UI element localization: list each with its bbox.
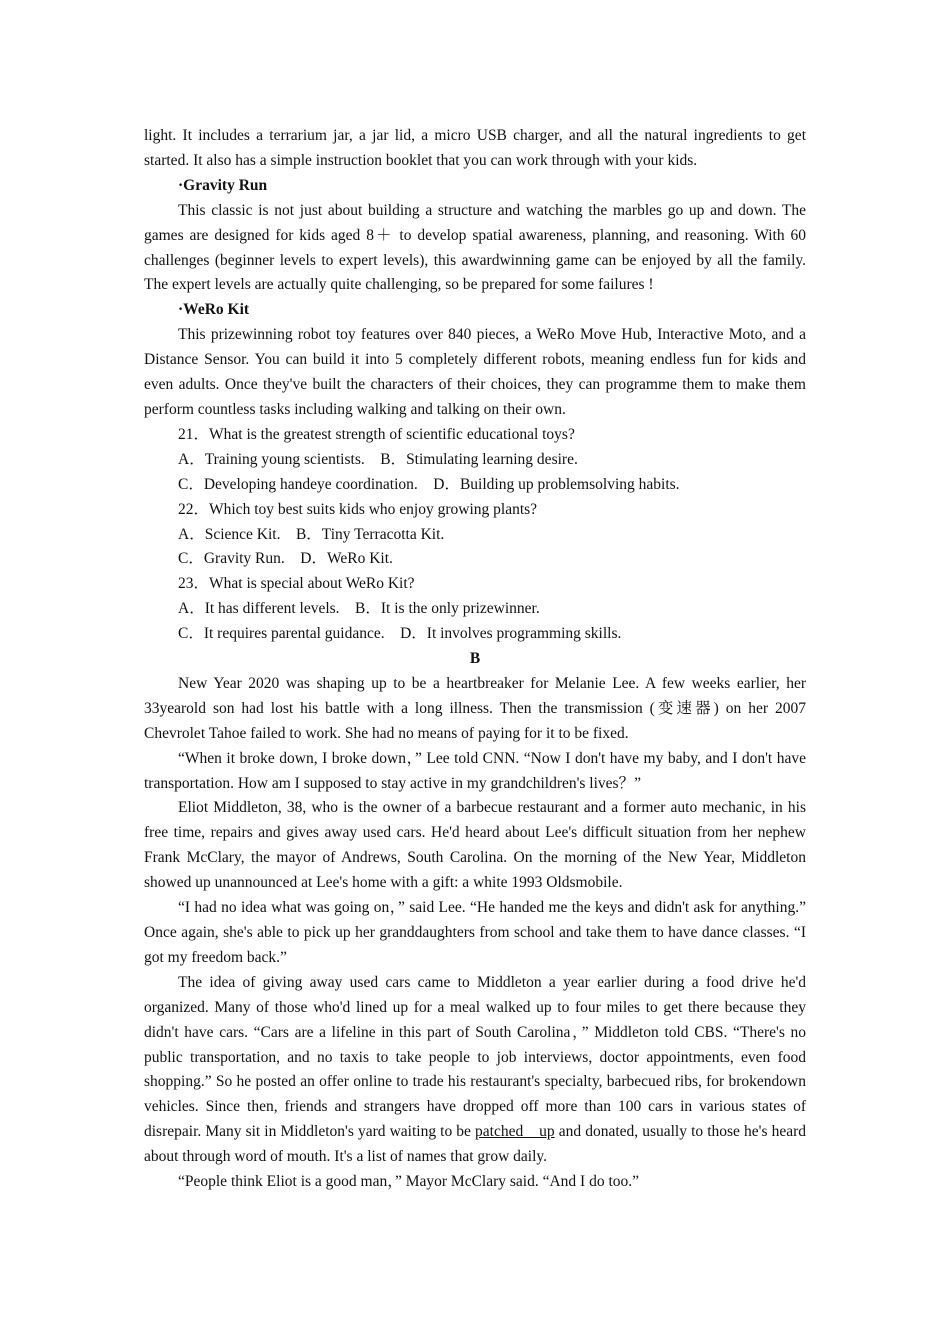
paragraph-b-6: “People think Eliot is a good man，” Mayor McClary said. “And I do too.” (178, 1173, 640, 1191)
section-b-title: B (469, 650, 481, 668)
question-22-options-cd: C．Gravity Run. D．WeRo Kit. (178, 550, 393, 568)
paragraph-b-2: “When it broke down, I broke down，” Lee told CNN. “Now I don't have my baby, and I don't have transportation. How am I supposed to stay active in my grandchildren's lives？” (144, 749, 806, 792)
underlined-phrase: patched up (475, 1123, 555, 1141)
paragraph-b-4: “I had no idea what was going on，” said Lee. “He handed me the keys and didn't ask for anything.” Once again, she's able to pick up her granddaughters from school and take them to have dance classes. “I got my freedom back.” (144, 899, 806, 966)
paragraph-b-1: New Year 2020 was shaping up to be a heartbreaker for Melanie Lee. A few weeks earlier, her 33yearold son had lost his battle with a long illness. Then the transmission (变速器) on her 2007 Chevrolet Tahoe failed to work. She had no means of paying for it to be fixed. (144, 674, 806, 742)
question-21-options-cd: C．Developing handeye coordination. D．Building up problemsolving habits. (178, 475, 680, 493)
paragraph-b-5-after: and donated, usually to those he's heard about through word of mouth. It's a list of names that grow daily. (144, 1123, 806, 1166)
question-23-options-cd: C．It requires parental guidance. D．It involves programming skills. (178, 625, 622, 643)
question-23-options-ab: A．It has different levels. B．It is the only prizewinner. (178, 600, 540, 618)
paragraph-b-5-before: The idea of giving away used cars came to Middleton a year earlier during a food drive he'd organized. Many of those who'd lined up for a meal walked up to four miles to get there because they didn't have cars. “Cars are a lifeline in this part of South Carolina，” Middleton told CBS. “There's no public transportation, and no taxis to take people to job interviews, doctor appointments, even food shopping.” So he posted an offer online to trade his restaurant's specialty, barbecued ribs, for brokendown vehicles. Since then, friends and strangers have dropped off more than 100 cars in various states of disrepair. Many sit in Middleton's yard waiting to be (144, 973, 806, 1141)
paragraph-b-5 (144, 971, 806, 1170)
question-21-options-ab: A．Training young scientists. B．Stimulating learning desire. (178, 450, 578, 468)
heading-gravity-run: ·Gravity Run (178, 176, 268, 194)
heading-wero-kit: ·WeRo Kit (178, 301, 250, 319)
question-23-stem: 23．What is special about WeRo Kit? (178, 575, 415, 593)
document-page (144, 124, 806, 1195)
question-22-stem: 22．Which toy best suits kids who enjoy growing plants? (178, 500, 538, 518)
paragraph-b-3: Eliot Middleton, 38, who is the owner of a barbecue restaurant and a former auto mechanic, in his free time, repairs and gives away used cars. He'd heard about Lee's difficult situation from her nephew Frank McClary, the mayor of Andrews, South Carolina. On the morning of the New Year, Middleton showed up unannounced at Lee's home with a gift: a white 1993 Oldsmobile. (144, 799, 806, 892)
paragraph-intro-end: light. It includes a terrarium jar, a jar lid, a micro USB charger, and all the natural ingredients to get started. It also has a simple instruction booklet that you can work through with your kids. (144, 127, 806, 169)
question-22-options-ab: A．Science Kit. B．Tiny Terracotta Kit. (178, 525, 445, 543)
paragraph-gravity-run: This classic is not just about building a structure and watching the marbles go up and down. The games are designed for kids aged 8＋ to develop spatial awareness, planning, and reasoning. With 60 challenges (beginner levels to expert levels), this awardwinning game can be enjoyed by all the family. The expert levels are actually quite challenging, so be prepared for some failures ! (144, 201, 806, 294)
question-21-stem: 21．What is the greatest strength of scientific educational toys? (178, 425, 575, 443)
paragraph-wero-kit: This prizewinning robot toy features over 840 pieces, a WeRo Move Hub, Interactive Moto, and a Distance Sensor. You can build it into 5 completely different robots, meaning endless fun for kids and even adults. Once they've built the characters of their choices, they can programme them to make them perform countless tasks including walking and talking on their own. (144, 326, 806, 418)
